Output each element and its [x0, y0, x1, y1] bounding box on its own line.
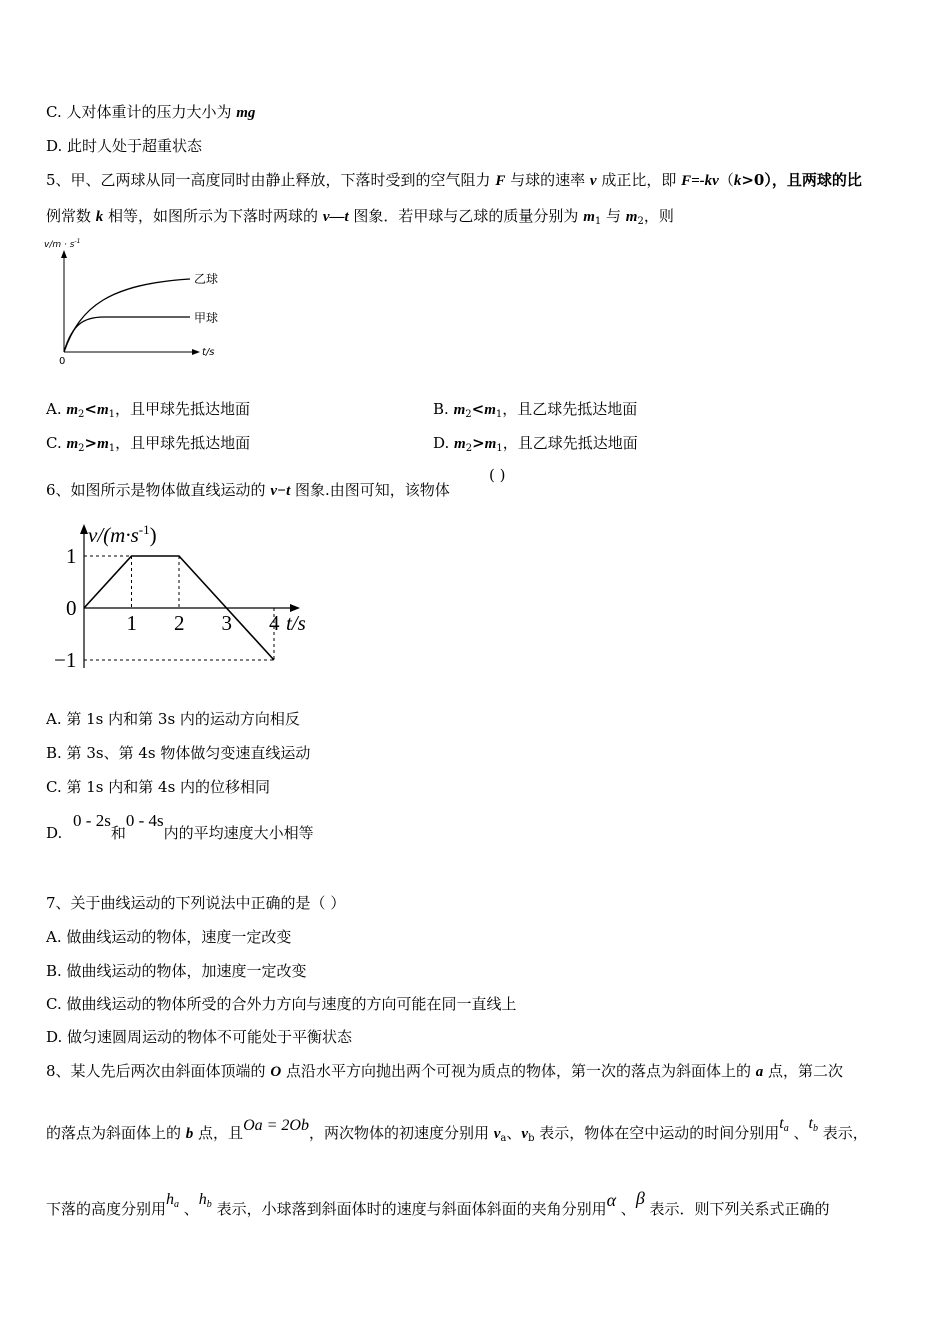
- q5-stem-line2: 例常数 k 相等，如图所示为下落时两球的 v—t 图象．若甲球与乙球的质量分别为 $m_1$ 与 $m_2$，则: [46, 207, 674, 227]
- q5-option-a: A. $m_2<m_1$，且甲球先抵达地面: [46, 400, 251, 420]
- q5-option-b: B. $m_2<m_1$，且乙球先抵达地面: [433, 400, 638, 420]
- y-axis-label: $v/(m\cdot s^{-1})$: [88, 522, 157, 547]
- math-expr: mg: [236, 105, 256, 121]
- y-axis-label: $v/m \cdot s^{-1}$: [44, 238, 81, 250]
- q5-option-d: D. $m_2>m_1$，且乙球先抵达地面: [433, 434, 638, 454]
- x-tick-label: 1: [126, 611, 137, 635]
- origin-label: 0: [59, 356, 66, 367]
- q6-stem: 6、如图所示是物体做直线运动的 v−t 图象.由图可知，该物体: [46, 481, 450, 499]
- x-axis-label: t/s: [286, 611, 306, 635]
- x-tick-label: 2: [174, 611, 185, 635]
- q4-option-c: [46, 102, 255, 123]
- q6-option-d: D. 0 - 2s和0 - 4s内的平均速度大小相等: [46, 811, 314, 842]
- x-tick-label: 3: [221, 611, 232, 635]
- y-tick-label: 0: [66, 596, 77, 620]
- q6-answer-paren: ( ): [489, 466, 506, 484]
- curve-yi-label: 乙球: [194, 272, 219, 286]
- math-interval-2: 0 - 4s: [125, 811, 164, 830]
- q7-option-c: C. 做曲线运动的物体所受的合外力方向与速度的方向可能在同一直线上: [46, 995, 517, 1013]
- x-tick-label: 4: [269, 611, 280, 635]
- curve-yi: [64, 279, 190, 352]
- q5-option-c: C. $m_2>m_1$，且甲球先抵达地面: [46, 434, 251, 454]
- option-text: C. 人对体重计的压力大小为: [46, 103, 237, 121]
- q6-option-c: C. 第 1s 内和第 4s 内的位移相同: [46, 778, 271, 796]
- curve-jia: [64, 317, 190, 352]
- q8-stem-line1: 8、某人先后两次由斜面体顶端的 O 点沿水平方向抛出两个可视为质点的物体，第一次的落点为斜面体上的 a 点，第二次: [46, 1062, 843, 1080]
- math-oa-ob: Oa = 2Ob: [243, 1117, 309, 1134]
- y-tick-label: 1: [66, 544, 77, 568]
- x-axis-label: t/s: [202, 347, 215, 358]
- q5-vt-graph: [40, 236, 240, 368]
- q6-option-b: B. 第 3s、第 4s 物体做匀变速直线运动: [46, 744, 311, 762]
- q6-option-a: A. 第 1s 内和第 3s 内的运动方向相反: [46, 710, 300, 728]
- q8-stem-line2: 的落点为斜面体上的 b 点，且Oa = 2Ob，两次物体的初速度分别用 $v_a$、$v_b$ 表示，物体在空中运动的时间分别用$t_a$ 、$t_b$ 表示，: [46, 1115, 868, 1144]
- y-tick-label: −1: [54, 648, 77, 672]
- q4-option-d: D. 此时人处于超重状态: [46, 137, 203, 155]
- q7-stem: 7、关于曲线运动的下列说法中正确的是（ ）: [46, 894, 346, 912]
- q7-option-d: D. 做匀速圆周运动的物体不可能处于平衡状态: [46, 1028, 353, 1046]
- math-interval-1: 0 - 2s: [73, 811, 111, 830]
- q6-vt-graph: [50, 518, 330, 678]
- curve-jia-label: 甲球: [194, 311, 219, 325]
- q5-stem-line1: 5、甲、乙两球从同一高度同时由静止释放，下落时受到的空气阻力 F 与球的速率 v 成正比，即 F=-kv（k>0），且两球的比: [46, 171, 862, 189]
- q7-option-b: B. 做曲线运动的物体，加速度一定改变: [46, 962, 307, 980]
- q7-option-a: A. 做曲线运动的物体，速度一定改变: [46, 928, 292, 946]
- q8-stem-line3: 下落的高度分别用$h_a$ 、$h_b$ 表示，小球落到斜面体时的速度与斜面体斜面的夹角分别用α 、β 表示．则下列关系式正确的: [46, 1188, 830, 1218]
